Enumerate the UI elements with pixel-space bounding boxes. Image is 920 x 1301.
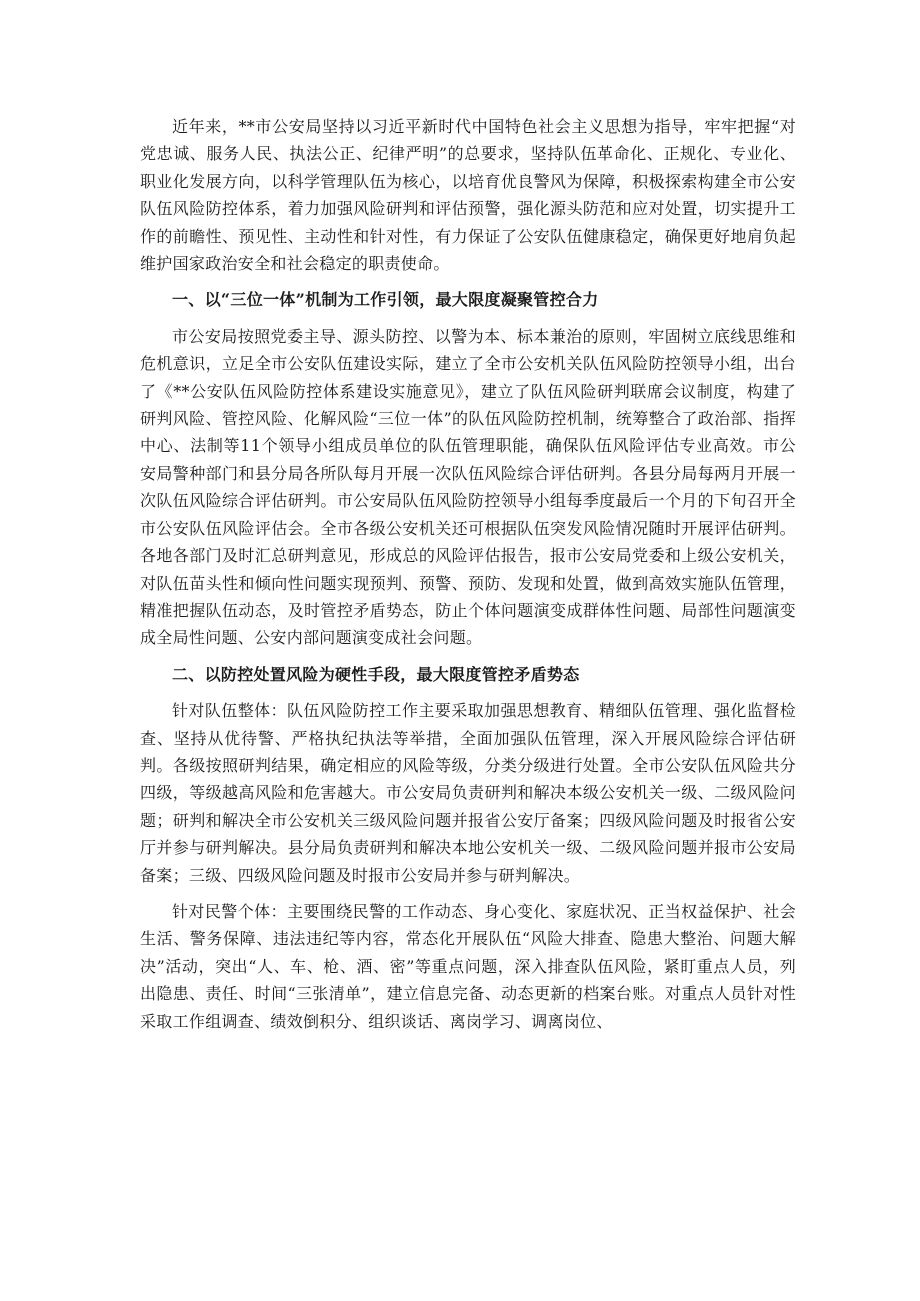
section-2-heading: 二、以防控处置风险为硬性手段，最大限度管控矛盾势态 [172,664,580,684]
section-2-paragraph-1: 针对队伍整体：队伍风险防控工作主要采取加强思想教育、精细队伍管理、强化监督检查、坚持从优待警、严格执纪执法等举措，全面加强队伍管理，深入开展风险综合评估研判。各级按照研判结果，确定相应的风险等级，分类分级进行处置。全市公安队伍风险共分四级，等级越高风险和危害越大。市公安局负责研判和解决本级公安机关一级、二级风险问题；研判和解决全市公安机关三级风险问题并报省公安厅备案；四级风险问题及时报省公安厅并参与研判解决。县分局负责研判和解决本地公安机关一级、二级风险问题并报市公安局备案；三级、四级风险问题及时报市公安局并参与研判解决。 [140,701,796,885]
section-1-heading: 一、以“三位一体”机制为工作引领，最大限度凝聚管控合力 [172,290,599,310]
document-body [140,113,796,1035]
section-1-paragraph: 市公安局按照党委主导、源头防控、以警为本、标本兼治的原则，牢固树立底线思维和危机意识，立足全市公安队伍建设实际，建立了全市公安机关队伍风险防控领导小组，出台了《**公安队伍风险防控体系建设实施意见》，建立了队伍风险研判联席会议制度，构建了研判风险、管控风险、化解风险“三位一体”的队伍风险防控机制，统筹整合了政治部、指挥中心、法制等11个领导小组成员单位的队伍管理职能，确保队伍风险评估专业高效。市公安局警种部门和县分局各所队每月开展一次队伍风险综合评估研判。各县分局每两月开展一次队伍风险综合评估研判。市公安局队伍风险防控领导小组每季度最后一个月的下旬召开全市公安队伍风险评估会。全市各级公安机关还可根据队伍突发风险情况随时开展评估研判。各地各部门及时汇总研判意见，形成总的风险评估报告，报市公安局党委和上级公安机关，对队伍苗头性和倾向性问题实现预判、预警、预防、发现和处置，做到高效实施队伍管理，精准把握队伍动态，及时管控矛盾势态，防止个体问题演变成群体性问题、局部性问题演变成全局性问题、公安内部问题演变成社会问题。 [140,326,796,648]
intro-paragraph: 近年来，**市公安局坚持以习近平新时代中国特色社会主义思想为指导，牢牢把握“对党忠诚、服务人民、执法公正、纪律严明”的总要求，坚持队伍革命化、正规化、专业化、职业化发展方向，以科学管理队伍为核心，以培育优良警风为保障，积极探索构建全市公安队伍风险防控体系，着力加强风险研判和评估预警，强化源头防范和应对处置，切实提升工作的前瞻性、预见性、主动性和针对性，有力保证了公安队伍健康稳定，确保更好地肩负起维护国家政治安全和社会稳定的职责使命。 [140,117,796,274]
section-2-paragraph-2: 针对民警个体：主要围绕民警的工作动态、身心变化、家庭状况、正当权益保护、社会生活、警务保障、违法违纪等内容，常态化开展队伍“风险大排查、隐患大整治、问题大解决”活动，突出“人、车、枪、酒、密”等重点问题，深入排查队伍风险，紧盯重点人员，列出隐患、责任、时间“三张清单”，建立信息完备、动态更新的档案台账。对重点人员针对性采取工作组调查、绩效倒积分、组织谈话、离岗学习、调离岗位、 [140,901,796,1031]
